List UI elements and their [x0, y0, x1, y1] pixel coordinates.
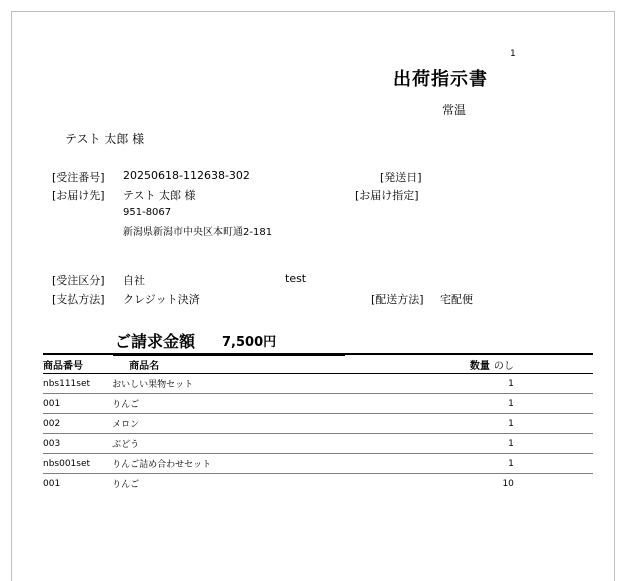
delivery-spec-label: [お届け指定] — [355, 189, 419, 202]
cell-qty: 1 — [508, 458, 514, 469]
cell-name: ぶどう — [112, 440, 140, 450]
order-type-label: [受注区分] — [52, 274, 105, 287]
document-title: 出荷指示書 — [393, 69, 488, 90]
header-name: 商品名 — [129, 360, 160, 372]
cell-qty-wrap — [419, 374, 514, 394]
cell-code: 001 — [43, 478, 61, 489]
cell-qty-wrap — [419, 454, 514, 474]
header-qty-label: 数量 — [469, 360, 490, 372]
table-row — [43, 414, 593, 434]
payment-label: [支払方法] — [52, 293, 105, 306]
cell-qty-wrap — [419, 474, 514, 494]
cell-name: おいしい果物セット — [112, 380, 194, 390]
cell-noshi — [514, 454, 593, 474]
cell-qty-wrap — [419, 394, 514, 414]
temperature-zone: 常温 — [442, 103, 467, 117]
items-table — [43, 353, 593, 493]
cell-name: りんご詰め合わせセット — [112, 460, 212, 470]
cell-qty: 1 — [508, 438, 514, 449]
shipping-method-label: [配送方法] — [371, 293, 424, 306]
billing-label: ご請求金額 — [115, 332, 196, 351]
recipient-name: テスト 太郎 様 — [65, 132, 145, 146]
table-row — [43, 394, 593, 414]
cell-qty-wrap — [419, 434, 514, 454]
document-page — [11, 11, 615, 581]
cell-noshi — [514, 414, 593, 434]
payment-method: クレジット決済 — [123, 293, 200, 306]
table-row — [43, 434, 593, 454]
cell-qty: 1 — [508, 398, 514, 409]
order-note: test — [285, 272, 307, 285]
cell-qty-wrap — [419, 414, 514, 434]
address: 新潟県新潟市中央区本町通2-181 — [123, 227, 273, 238]
cell-name: りんご — [112, 400, 140, 410]
order-type: 自社 — [123, 274, 145, 287]
order-no-label: [受注番号] — [52, 171, 105, 184]
cell-noshi — [514, 474, 593, 494]
cell-code: 003 — [43, 438, 61, 449]
cell-qty: 10 — [502, 478, 514, 489]
table-header-row — [43, 354, 593, 374]
cell-name: メロン — [112, 420, 140, 430]
ship-date-label: [発送日] — [380, 171, 422, 184]
table-row — [43, 474, 593, 494]
header-code: 商品番号 — [43, 360, 83, 372]
cell-code: nbs001set — [43, 458, 91, 469]
billing-amount: 7,500円 — [222, 335, 277, 350]
cell-code: nbs111set — [43, 378, 91, 389]
header-noshi: のし — [493, 360, 514, 372]
order-no: 20250618-112638-302 — [123, 169, 250, 182]
table-row — [43, 374, 593, 394]
header-spacer — [514, 354, 593, 374]
cell-code: 001 — [43, 398, 61, 409]
cell-code: 002 — [43, 418, 61, 429]
header-qty — [419, 354, 514, 374]
cell-qty: 1 — [508, 418, 514, 429]
cell-noshi — [514, 394, 593, 414]
cell-noshi — [514, 374, 593, 394]
cell-name: りんご — [112, 480, 140, 490]
table-row — [43, 454, 593, 474]
shipping-method: 宅配便 — [440, 293, 473, 306]
delivery-to-name: テスト 太郎 様 — [123, 189, 196, 202]
cell-qty: 1 — [508, 378, 514, 389]
delivery-to-label: [お届け先] — [52, 189, 105, 202]
page-number: 1 — [510, 49, 516, 59]
cell-noshi — [514, 434, 593, 454]
postal-code: 951-8067 — [123, 207, 172, 218]
